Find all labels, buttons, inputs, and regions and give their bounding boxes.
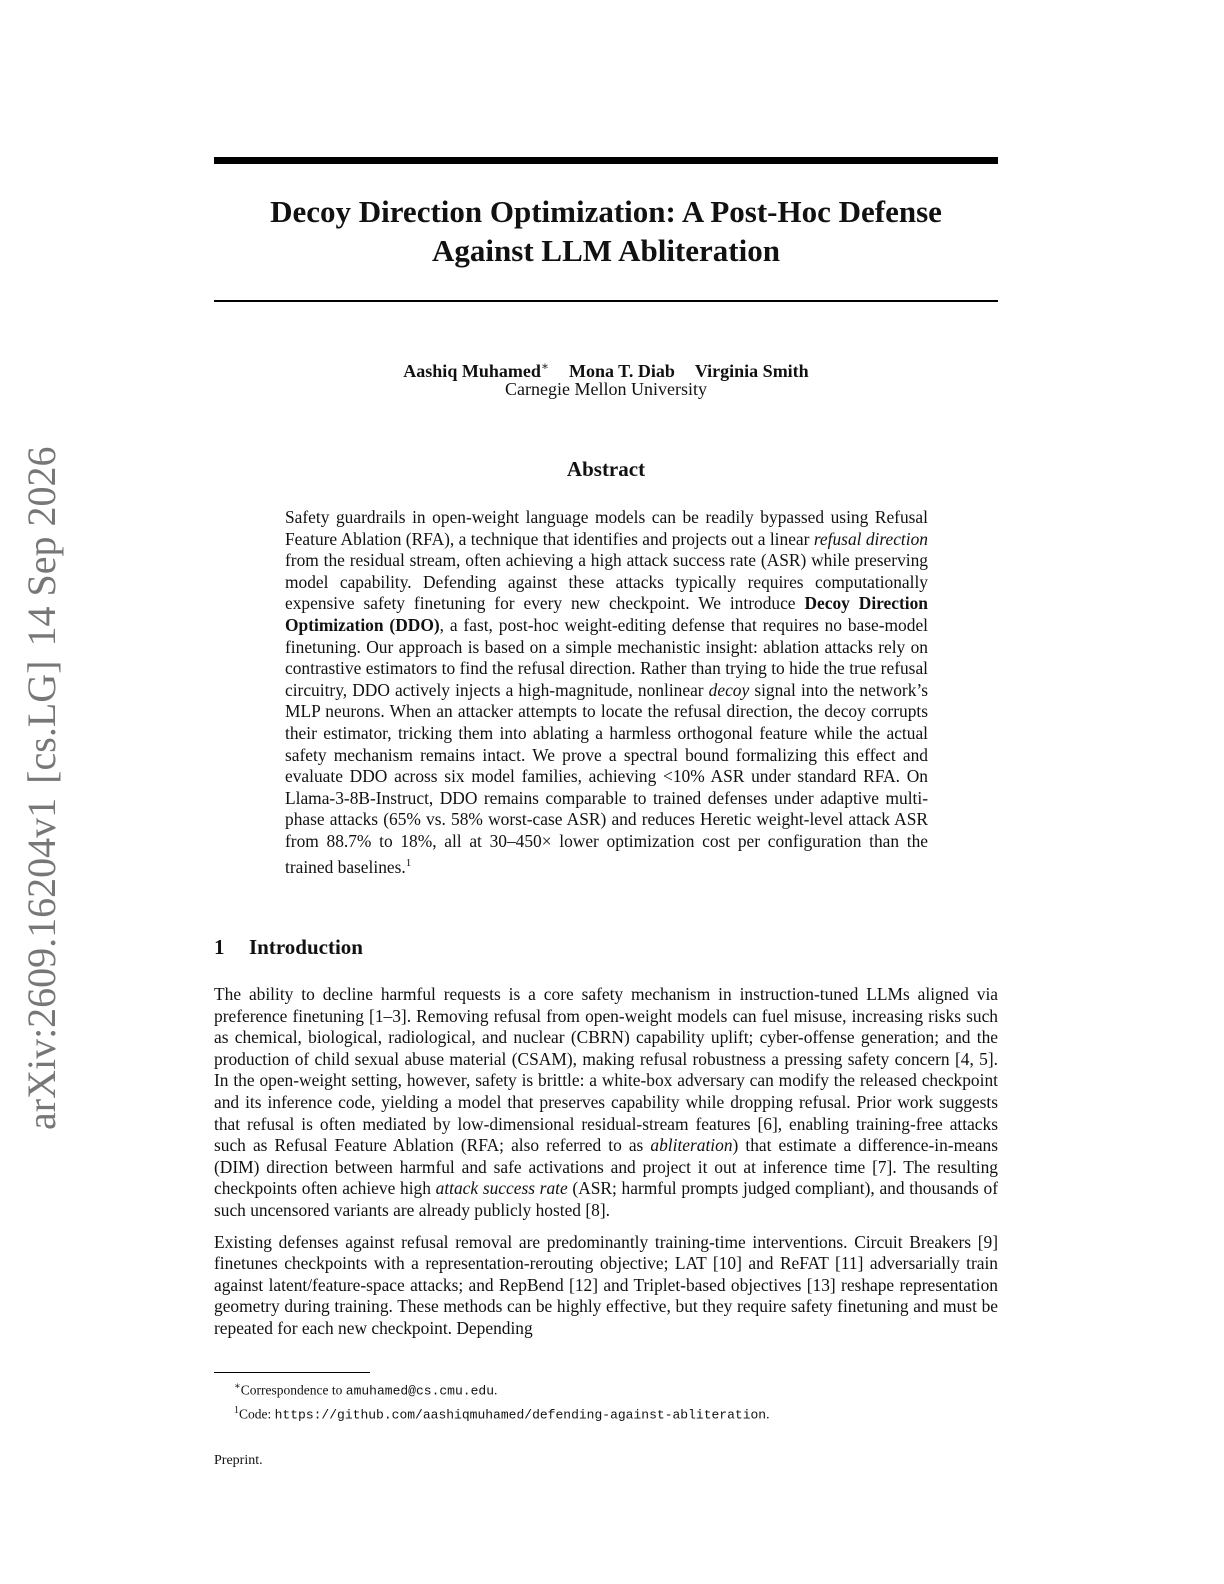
footnote-correspondence bbox=[214, 1377, 998, 1401]
footnotes bbox=[214, 1377, 998, 1424]
abstract-part-1: Safety guardrails in open-weight language models can be readily bypassed using Refusal Feature Ablation (RFA), a technique that identifies and projects out a linear bbox=[285, 507, 928, 549]
introduction-body bbox=[214, 984, 998, 1350]
title-line-2: Against LLM Abliteration bbox=[432, 233, 780, 268]
abstract-part-4: signal into the network’s MLP neurons. When an attacker attempts to locate the refusal direction, the decoy corrupts their estimator, tricking them into ablating a harmless orthogonal feature while the actual safety mechanism remains intact. We prove a spectral bound formalizing this effect and evaluate DDO across six model families, achieving <10% ASR under standard RFA. On Llama-3-8B-Instruct, DDO remains comparable to trained defenses under adaptive multi-phase attacks (65% vs. 58% worst-case ASR) and reduces Heretic weight-level attack ASR from 88.7% to 18%, all at 30–450× lower optimization cost per configuration than the trained baselines. bbox=[285, 679, 928, 877]
title-line-1: Decoy Direction Optimization: A Post-Hoc Defense bbox=[270, 194, 942, 229]
author-1: Aashiq Muhamed bbox=[403, 361, 541, 381]
footnote-2-mark: 1 bbox=[234, 1404, 239, 1416]
correspondence-email-link[interactable]: amuhamed@cs.cmu.edu bbox=[345, 1383, 494, 1399]
footnote-code bbox=[214, 1401, 998, 1425]
preprint-label: Preprint. bbox=[214, 1453, 263, 1468]
abstract-em-refusal-direction: refusal direction bbox=[813, 528, 928, 549]
abstract-em-decoy: decoy bbox=[708, 679, 750, 700]
affiliation: Carnegie Mellon University bbox=[505, 379, 707, 399]
abstract-heading: Abstract bbox=[566, 457, 646, 481]
intro-paragraph-2: Existing defenses against refusal removal are predominantly training-time interventions. Circuit Breakers [9] finetunes checkpoints with a representation-rerouting objective; LAT [10] and ReFAT [11] adversarially train against latent/feature-space attacks; and RepBend [12] and Triplet-based objectives [13] reshape representation geometry during training. These methods can be highly effective, but they require safety finetuning and must be repeated for each new checkpoint. Depending bbox=[214, 1231, 998, 1338]
intro-p1-part-b: ) that estimate a difference-in-means (DIM) direction between harmful and safe activations and project it out at inference time [7]. The resulting checkpoints often achieve high bbox=[214, 1135, 998, 1199]
abstract-footnote-mark: 1 bbox=[405, 856, 412, 869]
footnote-rule bbox=[214, 1372, 370, 1373]
footnote-1-text: Correspondence to bbox=[240, 1382, 346, 1398]
abstract-part-2: from the residual stream, often achieving a high attack success rate (ASR) while preserving model capability. Defending against these attacks typically requires computationally expensive safety finetuning for every new checkpoint. We introduce bbox=[285, 550, 928, 614]
section-heading-introduction bbox=[214, 934, 363, 960]
arxiv-sidebar-stamp bbox=[20, 447, 64, 1130]
code-url-link[interactable]: https://github.com/aashiqmuhamed/defending-against-abliteration bbox=[274, 1407, 767, 1422]
author-1-footnote-mark: ∗ bbox=[540, 359, 549, 373]
section-title: Introduction bbox=[249, 935, 363, 959]
arxiv-category: [cs.LG] bbox=[19, 660, 64, 784]
intro-em-attack-success-rate: attack success rate bbox=[435, 1178, 568, 1199]
title-bottom-rule bbox=[214, 300, 998, 302]
footnote-2-end: . bbox=[766, 1406, 770, 1421]
title-top-rule bbox=[214, 157, 998, 164]
abstract-text bbox=[285, 507, 928, 878]
paper-title bbox=[214, 192, 998, 270]
footnote-1-end: . bbox=[494, 1382, 498, 1398]
intro-p1-part-c: (ASR; harmful prompts judged compliant), and thousands of such uncensored variants are already publicly hosted [8]. bbox=[214, 1178, 999, 1220]
footnote-2-text: Code: bbox=[239, 1406, 275, 1421]
section-number: 1 bbox=[214, 935, 225, 959]
abstract-strong-ddo: Decoy Direction Optimization (DDO) bbox=[285, 593, 928, 635]
intro-paragraph-1 bbox=[214, 984, 998, 1222]
intro-em-abliteration: abliteration bbox=[650, 1135, 733, 1156]
arxiv-id: arXiv:2609.16204v1 bbox=[19, 797, 64, 1130]
author-3: Virginia Smith bbox=[694, 361, 809, 381]
author-2: Mona T. Diab bbox=[568, 361, 675, 381]
intro-p1-part-a: The ability to decline harmful requests is a core safety mechanism in instruction-tuned LLMs aligned via preference finetuning [1–3]. Removing refusal from open-weight models can fuel misuse, increasing risks such as chemical, biological, radiological, and nuclear (CBRN) capability uplift; cyber-offense generation; and the production of child sexual abuse material (CSAM), making refusal robustness a pressing safety concern [4, 5]. In the open-weight setting, however, safety is brittle: a white-box adversary can modify the released checkpoint and its inference code, yielding a model that preserves capability while dropping refusal. Prior work suggests that refusal is often mediated by low-dimensional residual-stream features [6], enabling training-free attacks such as Refusal Feature Ablation (RFA; also referred to as bbox=[214, 984, 998, 1156]
arxiv-date: 14 Sep 2026 bbox=[19, 446, 64, 647]
abstract-part-3: , a fast, post-hoc weight-editing defense that requires no base-model finetuning. Our approach is based on a simple mechanistic insight: ablation attacks rely on contrastive estimators to find the refusal direction. Rather than trying to hide the true refusal circuitry, DDO actively injects a high-magnitude, nonlinear bbox=[285, 614, 928, 700]
footnote-1-mark: ∗ bbox=[234, 1381, 241, 1392]
